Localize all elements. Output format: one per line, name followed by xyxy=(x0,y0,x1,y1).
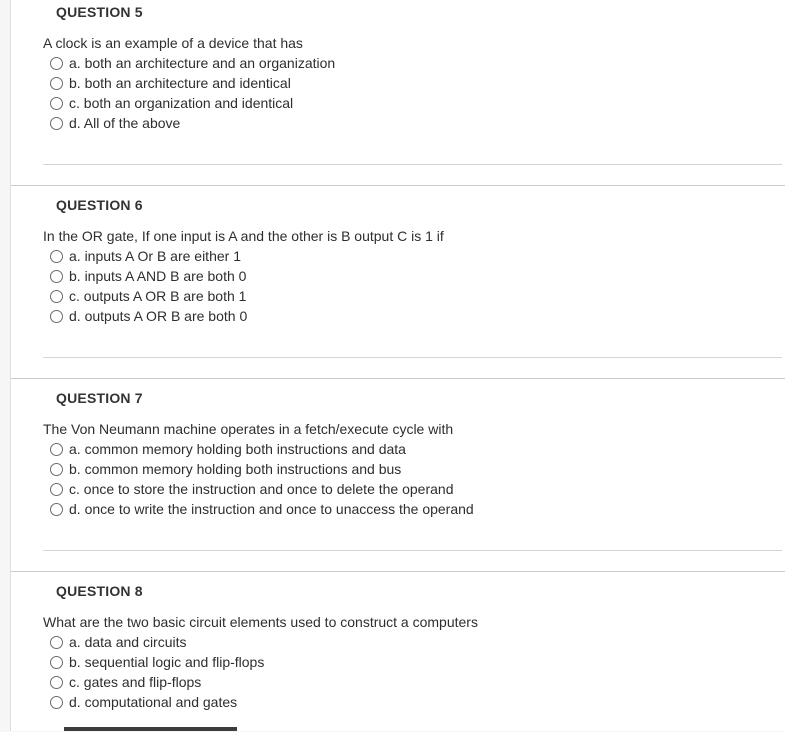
answer-options xyxy=(11,53,785,133)
radio-button-icon[interactable] xyxy=(50,290,63,303)
radio-button-icon[interactable] xyxy=(50,117,63,130)
clipped-footer-text xyxy=(64,727,237,731)
question-8-card xyxy=(11,571,785,732)
question-5-card xyxy=(11,0,785,185)
question-7-card xyxy=(11,378,785,571)
answer-option[interactable] xyxy=(11,439,785,459)
answer-option[interactable] xyxy=(11,672,785,692)
answer-option-label[interactable]: c. gates and flip-flops xyxy=(69,674,202,690)
answer-option-label[interactable]: b. both an architecture and identical xyxy=(69,75,291,91)
radio-button-icon[interactable] xyxy=(50,463,63,476)
answer-option[interactable] xyxy=(11,306,785,326)
question-list xyxy=(10,0,785,731)
answer-option-label[interactable]: d. computational and gates xyxy=(69,694,238,710)
answer-options xyxy=(11,632,785,712)
answer-option-label[interactable]: d. outputs A OR B are both 0 xyxy=(69,308,248,324)
answer-option-label[interactable]: a. common memory holding both instructions and data xyxy=(69,441,406,457)
question-divider xyxy=(43,164,782,165)
answer-option[interactable] xyxy=(11,266,785,286)
question-text: The Von Neumann machine operates in a fetch/execute cycle with xyxy=(43,421,454,437)
answer-option[interactable] xyxy=(11,53,785,73)
radio-button-icon[interactable] xyxy=(50,676,63,689)
answer-option[interactable] xyxy=(11,692,785,712)
question-divider xyxy=(43,550,782,551)
radio-button-icon[interactable] xyxy=(50,696,63,709)
answer-option-label[interactable]: b. inputs A AND B are both 0 xyxy=(69,268,247,284)
radio-button-icon[interactable] xyxy=(50,250,63,263)
answer-option[interactable] xyxy=(11,479,785,499)
answer-options xyxy=(11,439,785,519)
radio-button-icon[interactable] xyxy=(50,97,63,110)
radio-button-icon[interactable] xyxy=(50,57,63,70)
question-title: QUESTION 7 xyxy=(56,390,143,406)
answer-option[interactable] xyxy=(11,73,785,93)
radio-button-icon[interactable] xyxy=(50,77,63,90)
answer-option[interactable] xyxy=(11,246,785,266)
radio-button-icon[interactable] xyxy=(50,270,63,283)
answer-option-label[interactable]: c. both an organization and identical xyxy=(69,95,294,111)
answer-option-label[interactable]: c. once to store the instruction and once to delete the operand xyxy=(69,481,454,497)
answer-options xyxy=(11,246,785,326)
question-text: A clock is an example of a device that has xyxy=(43,35,303,51)
answer-option[interactable] xyxy=(11,459,785,479)
question-6-card xyxy=(11,185,785,378)
answer-option-label[interactable]: b. sequential logic and flip-flops xyxy=(69,654,265,670)
answer-option-label[interactable]: d. once to write the instruction and once to unaccess the operand xyxy=(69,501,474,517)
answer-option-label[interactable]: a. inputs A Or B are either 1 xyxy=(69,248,241,264)
answer-option[interactable] xyxy=(11,632,785,652)
question-text: What are the two basic circuit elements used to construct a computers xyxy=(43,614,478,630)
radio-button-icon[interactable] xyxy=(50,310,63,323)
question-title: QUESTION 6 xyxy=(56,197,143,213)
answer-option[interactable] xyxy=(11,652,785,672)
left-gutter xyxy=(0,0,10,731)
question-title: QUESTION 5 xyxy=(56,4,143,20)
answer-option[interactable] xyxy=(11,286,785,306)
radio-button-icon[interactable] xyxy=(50,443,63,456)
question-title: QUESTION 8 xyxy=(56,583,143,599)
answer-option[interactable] xyxy=(11,93,785,113)
radio-button-icon[interactable] xyxy=(50,503,63,516)
radio-button-icon[interactable] xyxy=(50,656,63,669)
question-text: In the OR gate, If one input is A and the other is B output C is 1 if xyxy=(43,228,444,244)
answer-option[interactable] xyxy=(11,499,785,519)
answer-option-label[interactable]: c. outputs A OR B are both 1 xyxy=(69,288,247,304)
answer-option-label[interactable]: d. All of the above xyxy=(69,115,181,131)
answer-option[interactable] xyxy=(11,113,785,133)
answer-option-label[interactable]: a. both an architecture and an organization xyxy=(69,55,336,71)
answer-option-label[interactable]: a. data and circuits xyxy=(69,634,187,650)
radio-button-icon[interactable] xyxy=(50,483,63,496)
radio-button-icon[interactable] xyxy=(50,636,63,649)
answer-option-label[interactable]: b. common memory holding both instructions and bus xyxy=(69,461,402,477)
question-divider xyxy=(43,357,782,358)
